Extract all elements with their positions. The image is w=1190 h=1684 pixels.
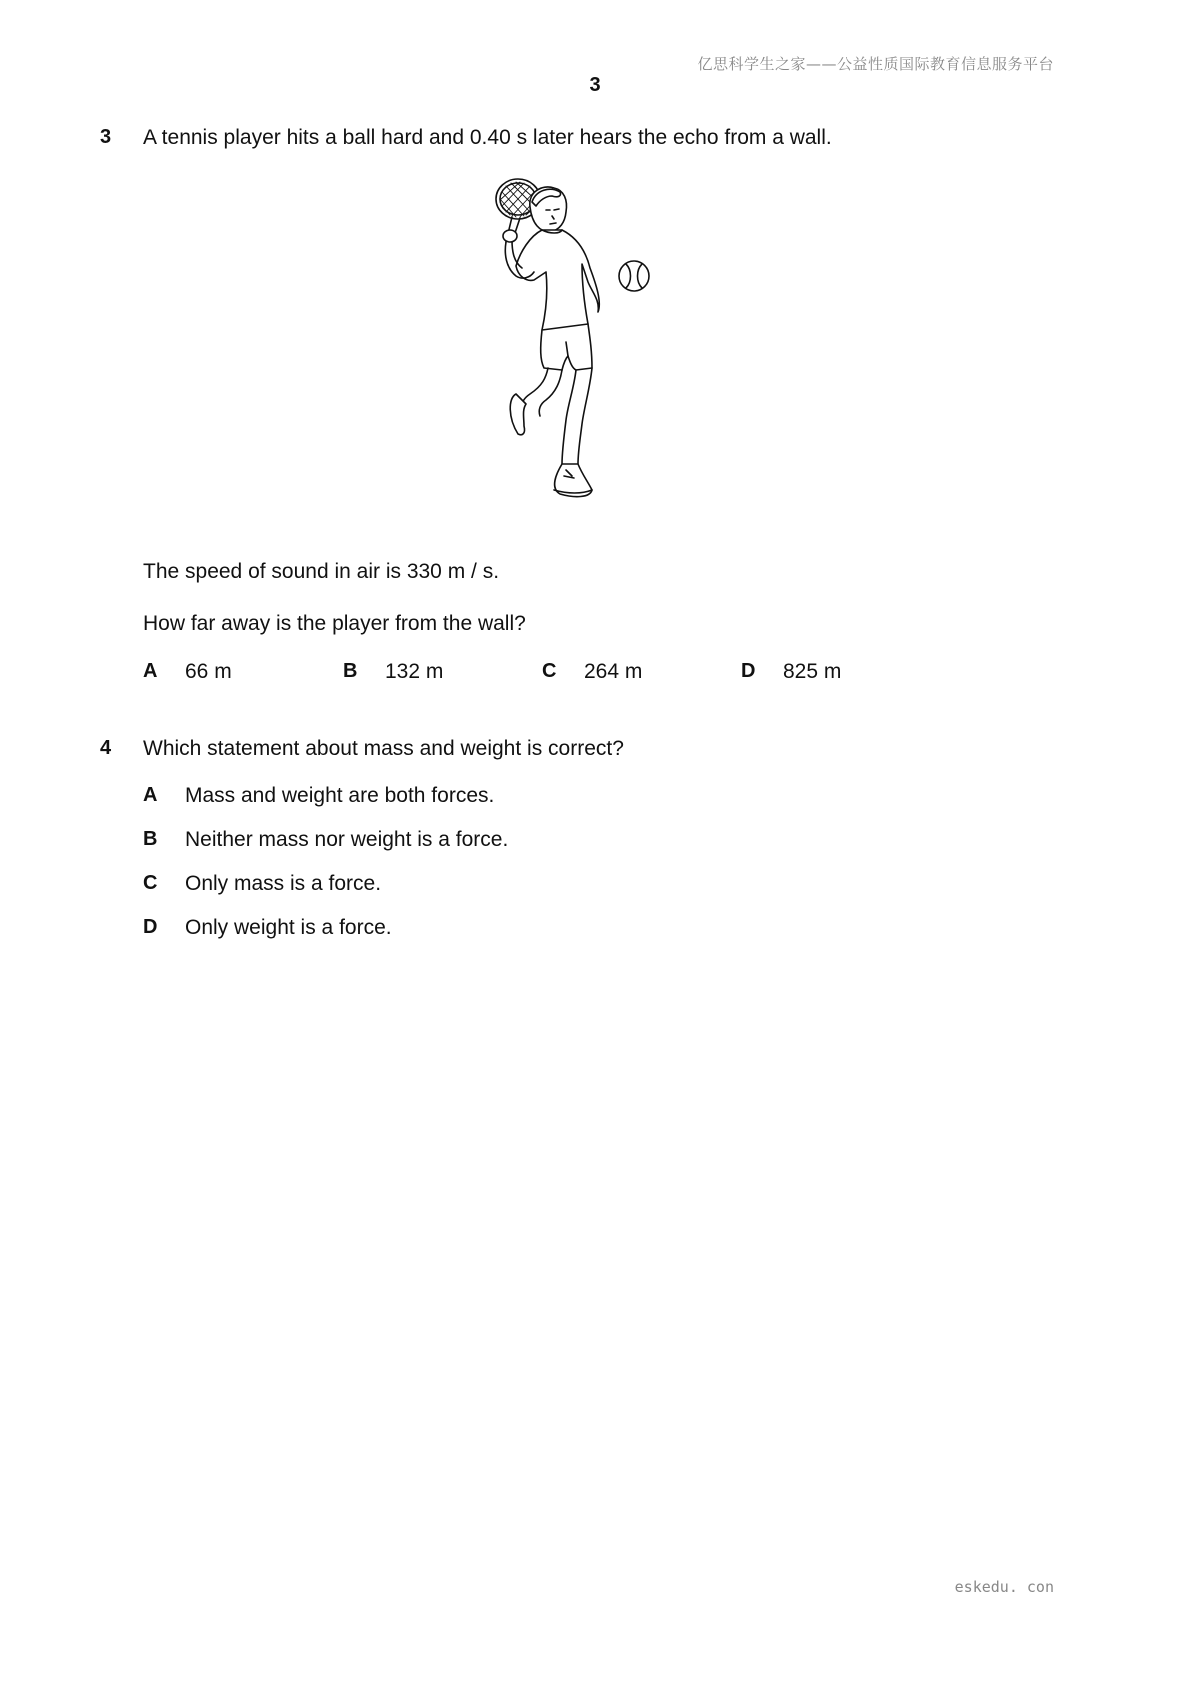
question-3-stem: A tennis player hits a ball hard and 0.40 s later hears the echo from a wall. — [143, 126, 832, 149]
q4-option-b-text[interactable]: Neither mass nor weight is a force. — [185, 828, 509, 851]
question-4-stem: Which statement about mass and weight is correct? — [143, 737, 624, 760]
q4-option-c-letter: C — [143, 872, 158, 894]
q3-option-b-text[interactable]: 132 m — [385, 660, 444, 683]
q3-option-d-letter: D — [741, 660, 756, 682]
q3-option-a-text[interactable]: 66 m — [185, 660, 232, 683]
tennis-ball-icon — [619, 261, 649, 291]
q4-option-b-letter: B — [143, 828, 158, 850]
question-4-number: 4 — [100, 737, 112, 759]
question-3-prompt: How far away is the player from the wall? — [143, 612, 526, 635]
question-3-number: 3 — [100, 126, 112, 148]
page-number: 3 — [589, 74, 601, 96]
q4-option-a-letter: A — [143, 784, 158, 806]
q4-option-d-text[interactable]: Only weight is a force. — [185, 916, 392, 939]
tennis-player-illustration — [450, 172, 720, 542]
q3-option-a-letter: A — [143, 660, 158, 682]
footer-watermark: eskedu. con — [954, 1578, 1054, 1596]
question-3-info: The speed of sound in air is 330 m / s. — [143, 560, 500, 583]
q3-option-b-letter: B — [343, 660, 358, 682]
q4-option-d-letter: D — [143, 916, 158, 938]
q3-option-c-letter: C — [542, 660, 557, 682]
q4-option-c-text[interactable]: Only mass is a force. — [185, 872, 382, 895]
q3-option-c-text[interactable]: 264 m — [584, 660, 643, 683]
header-watermark: 亿思科学生之家——公益性质国际教育信息服务平台 — [697, 55, 1054, 73]
q4-option-a-text[interactable]: Mass and weight are both forces. — [185, 784, 495, 807]
q3-option-d-text[interactable]: 825 m — [783, 660, 842, 683]
